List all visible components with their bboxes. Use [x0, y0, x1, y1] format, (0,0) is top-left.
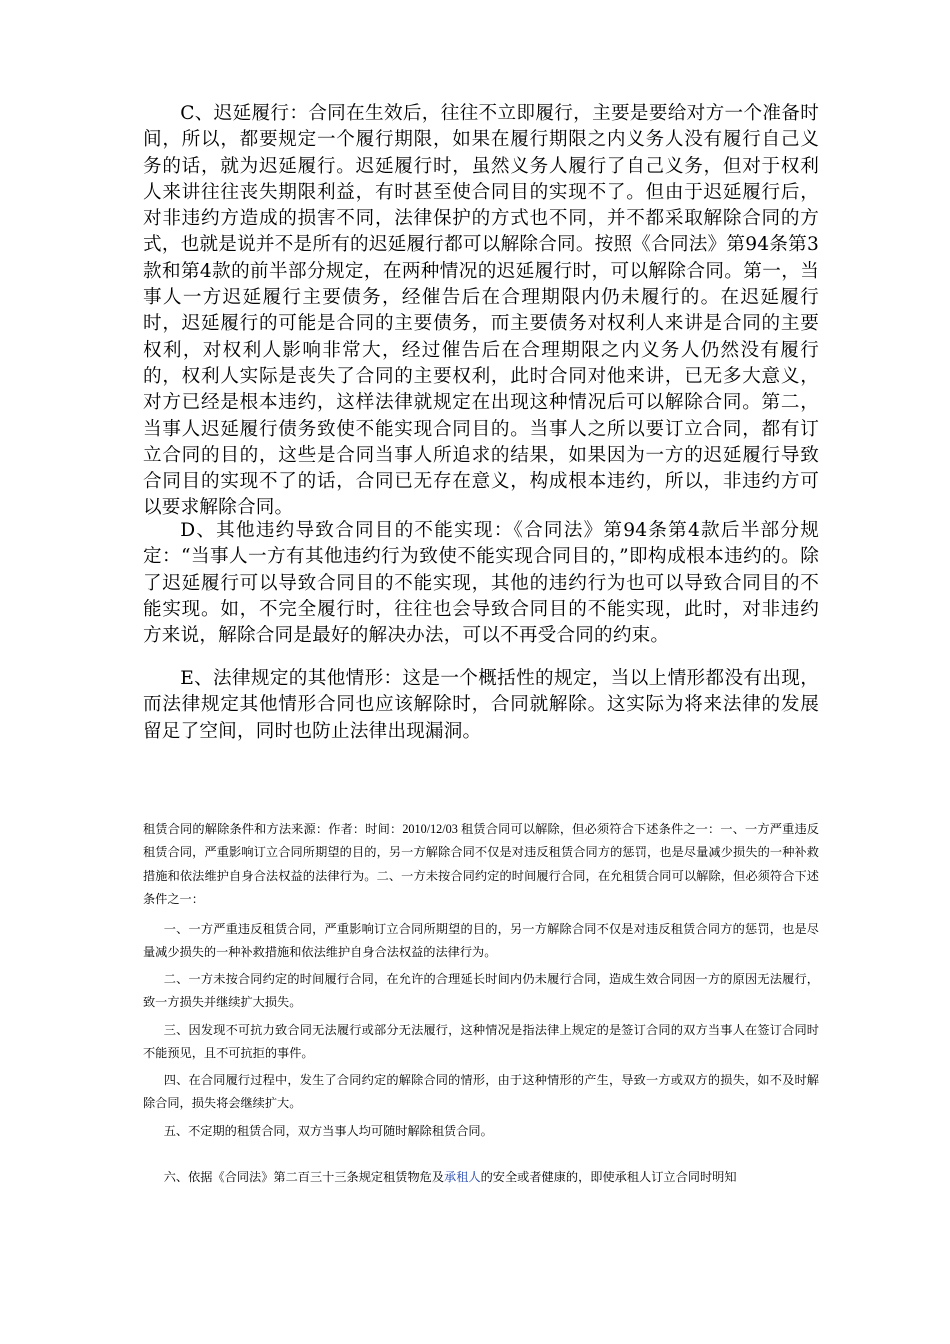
appendix-item-4: 四、在合同履行过程中，发生了合同约定的解除合同的情形，由于这种情形的产生，导致一方或双方的损失，如不及时解除合同，损失将会继续扩大。	[143, 1073, 819, 1111]
paragraph-e-other-legal-situations: E、法律规定的其他情形：这是一个概括性的规定，当以上情形都没有出现，而法律规定其他情形合同也应该解除时，合同就解除。这实际为将来法律的发展留足了空间，同时也防止法律出现漏洞。	[143, 668, 819, 742]
appendix-item-6	[143, 1166, 819, 1189]
paragraph-c-delayed-performance: C、迟延履行：合同在生效后，往往不立即履行，主要是要给对方一个准备时间，所以，都要规定一个履行期限，如果在履行期限之内义务人没有履行自己义务的话，就为迟延履行。迟延履行时，虽然义务人履行了自己义务，但对于权利人来讲往往丧失期限利益，有时甚至使合同目的实现不了。但由于迟延履行后，对非违约方造成的损害不同，法律保护的方式也不同，并不都采取解除合同的方式，也就是说并不是所有的迟延履行都可以解除合同。按照《合同法》第94条第3款和第4款的前半部分规定，在两种情况的迟延履行时，可以解除合同。第一，当事人一方迟延履行主要债务，经催告后在合理期限内仍未履行的。在迟延履行时，迟延履行的可能是合同的主要债务，而主要债务对权利人来讲是合同的主要权利，对权利人影响非常大，经过催告后在合理期限之内义务人仍然没有履行的，权利人实际是丧失了合同的主要权利，此时合同对他来讲，已无多大意义，对方已经是根本违约，这样法律就规定在出现这种情况后可以解除合同。第二，当事人迟延履行债务致使不能实现合同目的。当事人之所以要订立合同，都有订立合同的目的，这些是合同当事人所追求的结果，如果因为一方的迟延履行导致合同目的实现不了的话，合同已无存在意义，构成根本违约，所以，非违约方可以要求解除合同。	[143, 103, 819, 519]
lessee-link[interactable]: 承租人	[444, 1170, 481, 1184]
appendix-item-2: 二、一方未按合同约定的时间履行合同，在允许的合理延长时间内仍未履行合同，造成生效合同因一方的原因无法履行，致一方损失并继续扩大损失。	[143, 972, 819, 1010]
appendix-item-6-text-after: 的安全或者健康的，即使承租人订立合同时明知	[480, 1170, 737, 1184]
appendix-item-5: 五、不定期的租赁合同，双方当事人均可随时解除租赁合同。	[163, 1124, 493, 1138]
appendix-intro: 租赁合同的解除条件和方法来源：作者：时间：2010/12/03 租赁合同可以解除，但必须符合下述条件之一：一、一方严重违反租赁合同，严重影响订立合同所期望的目的，另一方解除合同不仅是对违反租赁合同方的惩罚，也是尽量减少损失的一种补救措施和依法维护自身合法权益的法律行为。二、一方未按合同约定的时间履行合同，在允租赁合同可以解除，但必须符合下述条件之一：	[143, 822, 819, 906]
appendix-item-6-text-before: 六、依据《合同法》第二百三十三条规定租赁物危及	[163, 1170, 445, 1184]
appendix-item-1: 一、一方严重违反租赁合同，严重影响订立合同所期望的目的，另一方解除合同不仅是对违反租赁合同方的惩罚，也是尽量减少损失的一种补救措施和依法维护自身合法权益的法律行为。	[143, 922, 819, 960]
paragraph-d-other-breach: D、其他违约导致合同目的不能实现：《合同法》第94条第4款后半部分规定：“当事人一方有其他违约行为致使不能实现合同目的，”即构成根本违约的。除了迟延履行可以导致合同目的不能实现，其他的违约行为也可以导致合同目的不能实现。如，不完全履行时，往往也会导致合同目的不能实现，此时，对非违约方来说，解除合同是最好的解决办法，可以不再受合同的约束。	[143, 520, 819, 647]
appendix-item-3: 三、因发现不可抗力致合同无法履行或部分无法履行，这种情况是指法律上规定的是签订合同的双方当事人在签订合同时不能预见，且不可抗拒的事件。	[143, 1023, 819, 1061]
